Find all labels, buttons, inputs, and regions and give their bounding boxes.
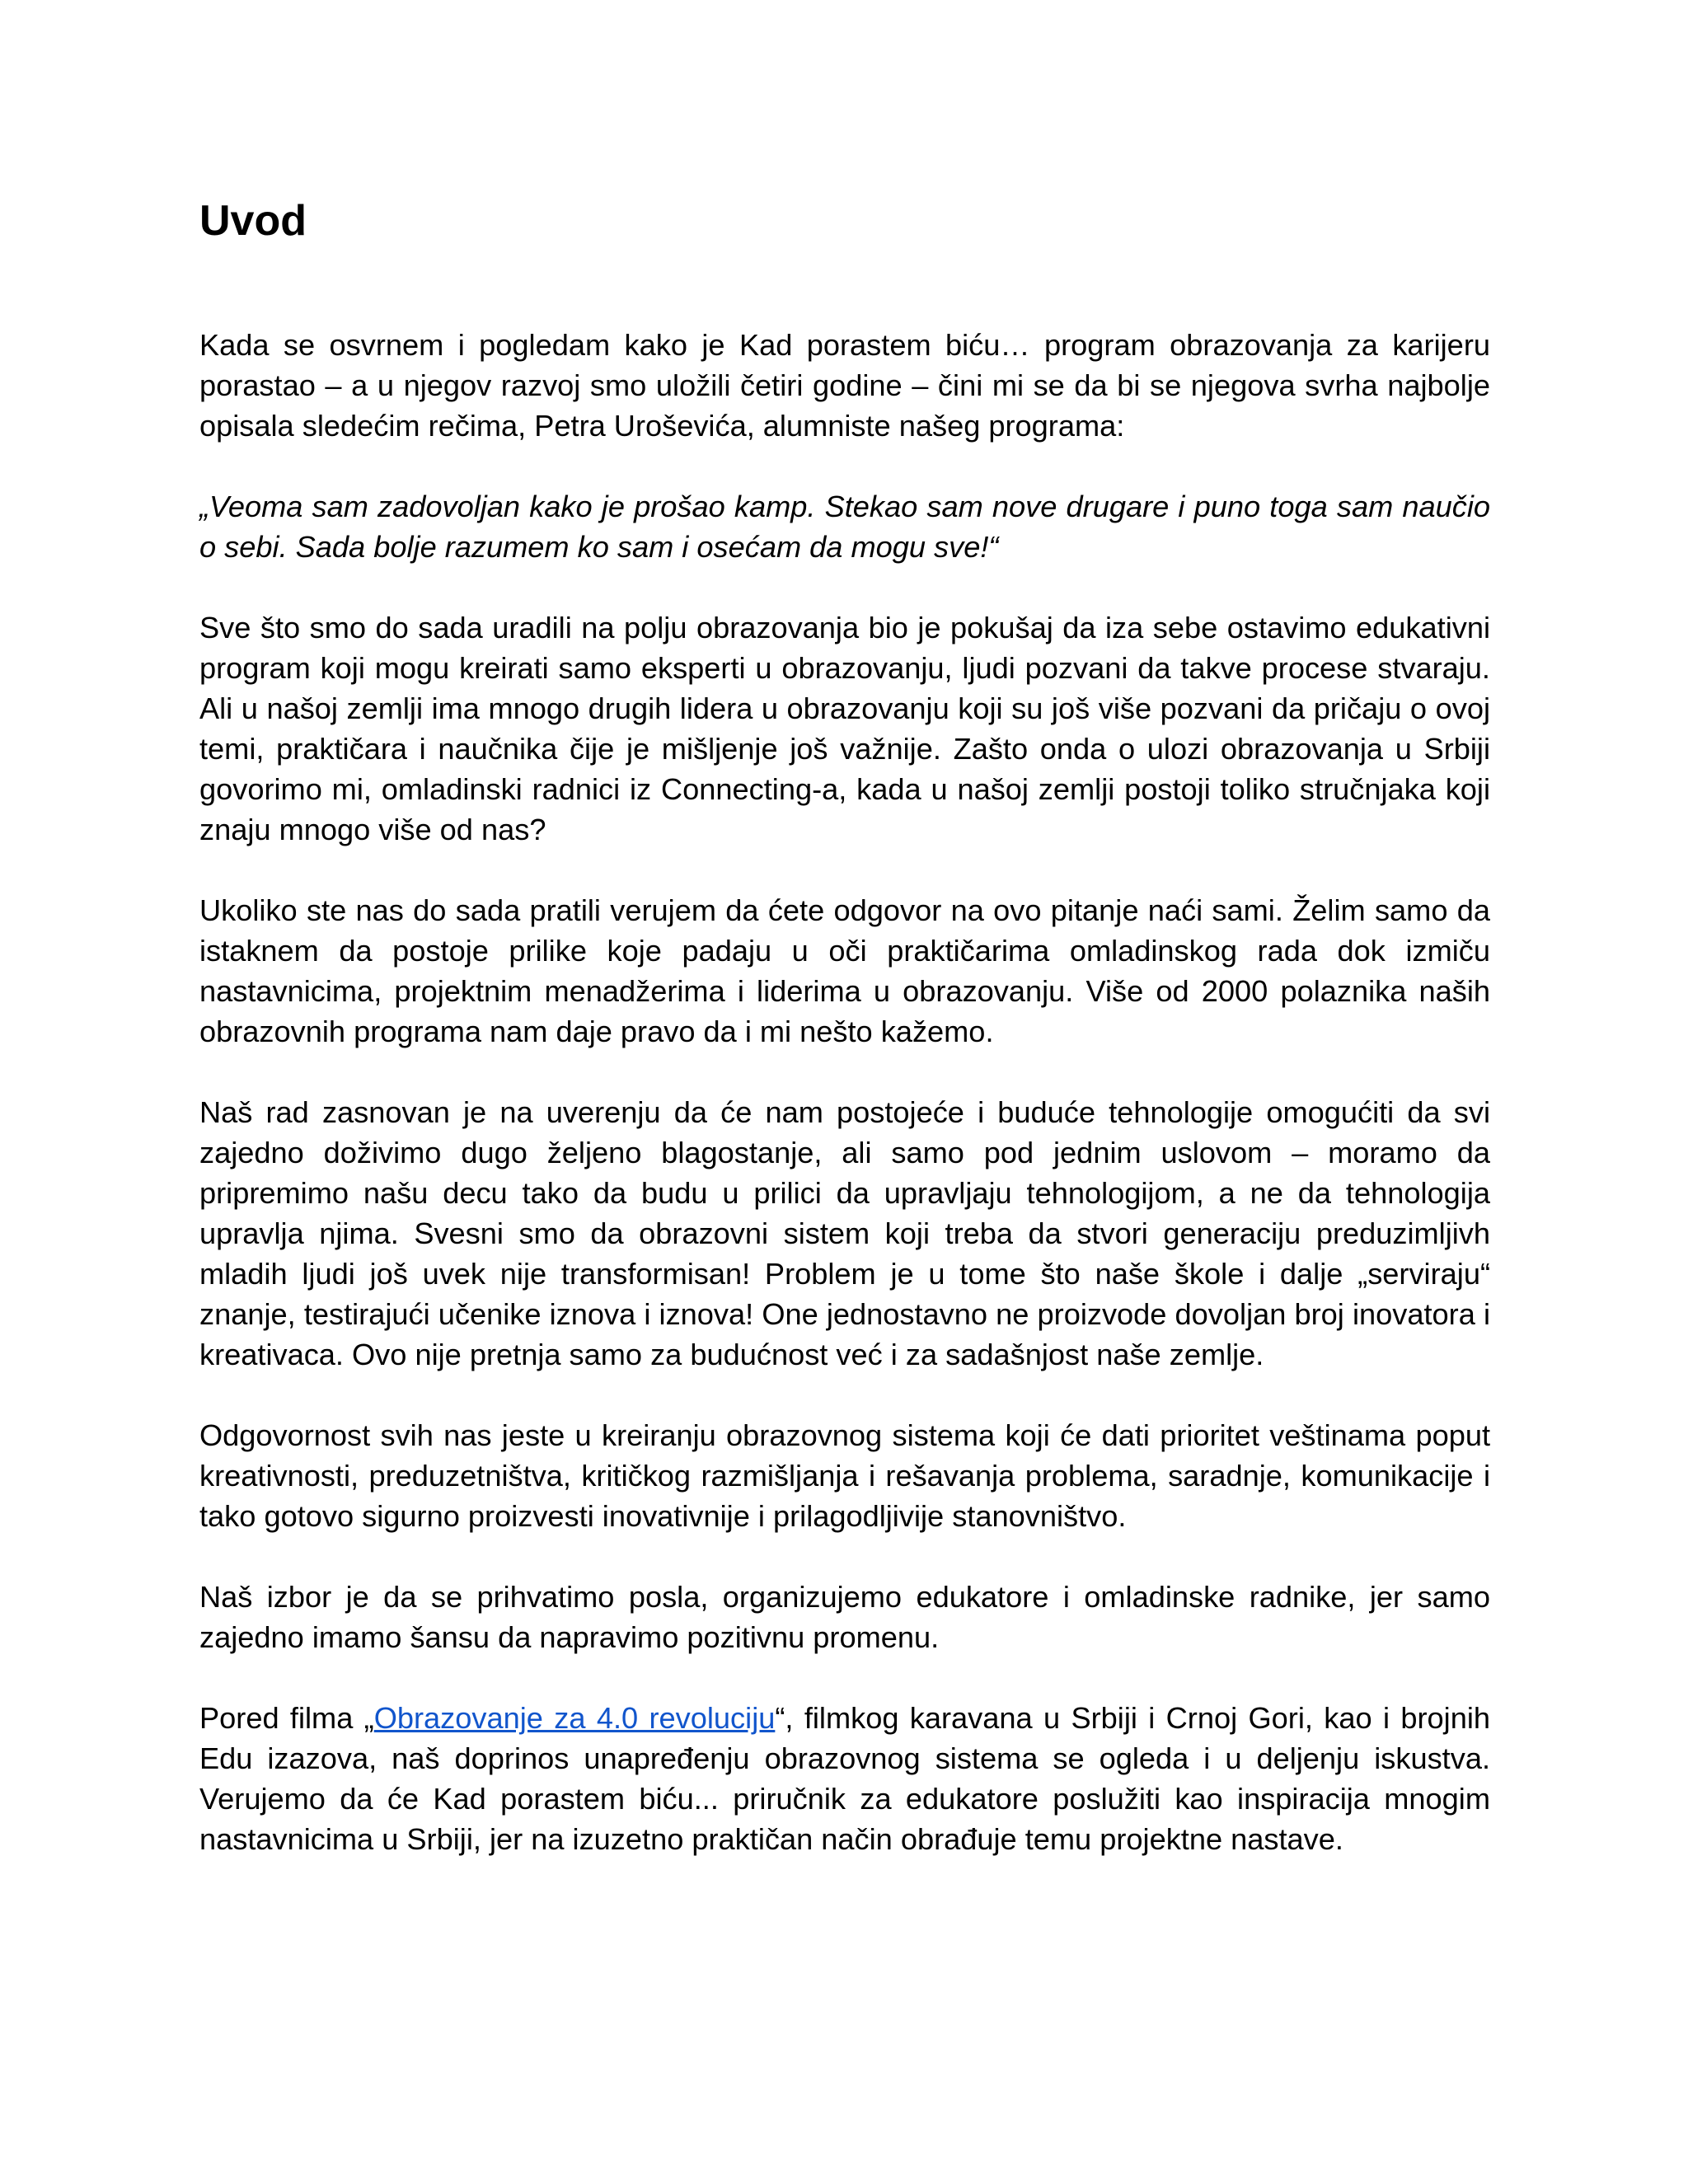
alumni-quote: „Veoma sam zadovoljan kako je prošao kamp. Stekao sam nove drugare i puno toga sam naučio o sebi. Sada bolje razumem ko sam i osećam da mogu sve!“ bbox=[199, 490, 1490, 564]
intro-paragraph: Kada se osvrnem i pogledam kako je Kad porastem biću… program obrazovanja za karijeru porastao – a u njegov razvoj smo uložili četiri godine – čini mi se da bi se njegova svrha najbolje opisala sledećim rečima, Petra Uroševića, alumniste našeg programa: bbox=[199, 328, 1490, 443]
film-paragraph-prefix: Pored filma „ bbox=[199, 1701, 374, 1735]
answer-paragraph: Ukoliko ste nas do sada pratili verujem da ćete odgovor na ovo pitanje naći sami. Želim samo da istaknem da postoje prilike koje padaju u oči praktičarima omladinskog rada dok izmiču nastavnicima, projektnim menadžerima i liderima u obrazovanju. Više od 2000 polaznika naših obrazovnih programa nam daje pravo da i mi nešto kažemo. bbox=[199, 893, 1490, 1048]
technology-paragraph: Naš rad zasnovan je na uverenju da će nam postojeće i buduće tehnologije omogućiti da svi zajedno doživimo dugo željeno blagostanje, ali samo pod jednim uslovom – moramo da pripremimo našu decu tako da budu u prilici da upravljaju tehnologijom, a ne da tehnologija upravlja njima. Svesni smo da obrazovni sistem koji treba da stvori generaciju preduzimljivh mladih ljudi još uvek nije transformisan! Problem je u tome što naše škole i dalje „serviraju“ znanje, testirajući učenike iznova i iznova! One jednostavno ne proizvode dovoljan broj inovatora i kreativaca. Ovo nije pretnja samo za budućnost već i za sadašnjost naše zemlje. bbox=[199, 1095, 1490, 1371]
choice-paragraph: Naš izbor je da se prihvatimo posla, organizujemo edukatore i omladinske radnike, jer samo zajedno imamo šansu da napravimo pozitivnu promenu. bbox=[199, 1580, 1490, 1654]
education-paragraph: Sve što smo do sada uradili na polju obrazovanja bio je pokušaj da iza sebe ostavimo edukativni program koji mogu kreirati samo eksperti u obrazovanju, ljudi pozvani da takve procese stvaraju. Ali u našoj zemlji ima mnogo drugih lidera u obrazovanju koji su još više pozvani da pričaju o ovoj temi, praktičara i naučnika čije je mišljenje još važnije. Zašto onda o ulozi obrazovanja u Srbiji govorimo mi, omladinski radnici iz Connecting-a, kada u našoj zemlji postoji toliko stručnjaka koji znaju mnogo više od nas? bbox=[199, 611, 1490, 846]
film-paragraph bbox=[199, 1698, 1490, 1859]
document-page bbox=[199, 196, 1490, 1900]
film-link[interactable]: Obrazovanje za 4.0 revoluciju bbox=[373, 1701, 776, 1735]
responsibility-paragraph: Odgovornost svih nas jeste u kreiranju obrazovnog sistema koji će dati prioritet veštinama poput kreativnosti, preduzetništva, kritičkog razmišljanja i rešavanja problema, saradnje, komunikacije i tako gotovo sigurno proizvesti inovativnije i prilagodljivije stanovništvo. bbox=[199, 1418, 1490, 1533]
film-paragraph-suffix: “, filmkog karavana u Srbiji i Crnoj Gori, kao i brojnih Edu izazova, naš doprinos unapređenju obrazovnog sistema se ogleda i u deljenju iskustva. Verujemo da će Kad porastem biću... priručnik za edukatore poslužiti kao inspiracija mnogim nastavnicima u Srbiji, jer na izuzetno praktičan način obrađuje temu projektne nastave. bbox=[199, 1701, 1490, 1856]
section-heading: Uvod bbox=[199, 197, 307, 245]
